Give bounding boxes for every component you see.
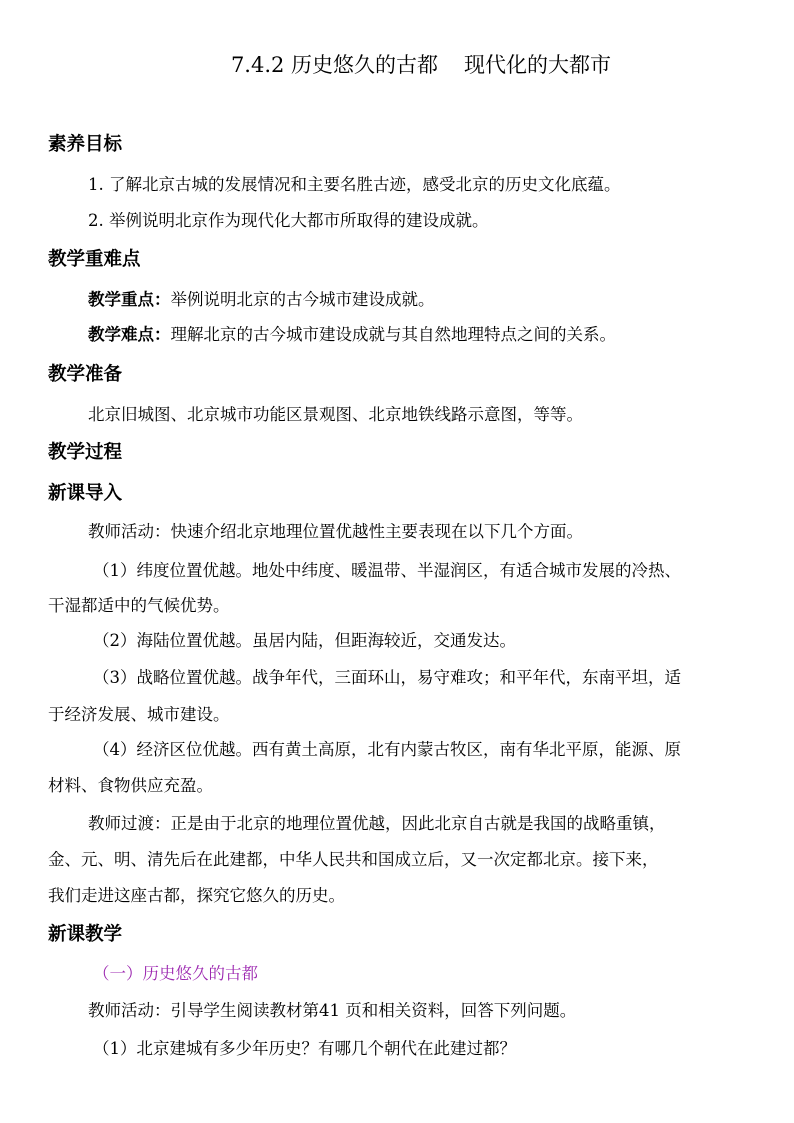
intro-teacher-activity: 教师活动：快速介绍北京地理位置优越性主要表现在以下几个方面。 [88,522,583,541]
heading-process: 教学过程 [48,442,123,463]
heading-prep: 教学准备 [48,364,123,385]
difficulty-text: 理解北京的古今城市建设成就与其自然地理特点之间的关系。 [170,325,616,344]
focus-label: 教学重点： [88,290,171,309]
prep-text: 北京旧城图、北京城市功能区景观图、北京地铁线路示意图，等等。 [88,405,583,424]
section-heading-ancient-capital: （一）历史悠久的古都 [93,964,258,983]
intro-point-4-line-1: （4）经济区位优越。西有黄土高原，北有内蒙古牧区，南有华北平原，能源、原 [93,740,681,759]
title-part-b: 现代化的大都市 [464,53,612,77]
intro-point-4-line-2: 材料、食物供应充盈。 [48,776,213,795]
heading-goals: 素养目标 [48,134,123,155]
focus-line [88,290,435,310]
intro-transition-line-2: 金、元、明、清先后在此建都，中华人民共和国成立后，又一次定都北京。接下来， [48,850,659,869]
intro-transition-line-3: 我们走进这座古都，探究它悠久的历史。 [48,886,345,905]
difficulty-line [88,325,616,345]
question-1: （1）北京建城有多少年历史？有哪几个朝代在此建过都？ [93,1039,516,1058]
heading-key-points: 教学重难点 [48,249,141,270]
intro-point-1-line-1: （1）纬度位置优越。地处中纬度、暖温带、半湿润区，有适合城市发展的冷热、 [93,561,681,580]
intro-point-1-line-2: 干湿都适中的气候优势。 [48,596,230,615]
intro-point-2: （2）海陆位置优越。虽居内陆，但距海较近，交通发达。 [93,631,516,650]
difficulty-label: 教学难点： [88,325,171,344]
teaching-activity: 教师活动：引导学生阅读教材第41 页和相关资料，回答下列问题。 [88,1001,577,1020]
heading-intro: 新课导入 [48,483,123,504]
focus-text: 举例说明北京的古今城市建设成就。 [170,290,435,309]
intro-point-3-line-2: 于经济发展、城市建设。 [48,705,230,724]
intro-point-3-line-1: （3）战略位置优越。战争年代，三面环山，易守难攻；和平年代，东南平坦，适 [93,668,681,687]
heading-teaching: 新课教学 [48,924,123,945]
goal-item-1: 1. 了解北京古城的发展情况和主要名胜古迹，感受北京的历史文化底蕴。 [88,175,621,194]
title-part-a: 7.4.2 历史悠久的古都 [230,53,439,77]
intro-transition-line-1: 教师过渡：正是由于北京的地理位置优越，因此北京自古就是我国的战略重镇， [88,814,666,833]
page-title [0,52,794,78]
goal-item-2: 2. 举例说明北京作为现代化大都市所取得的建设成就。 [88,211,489,230]
